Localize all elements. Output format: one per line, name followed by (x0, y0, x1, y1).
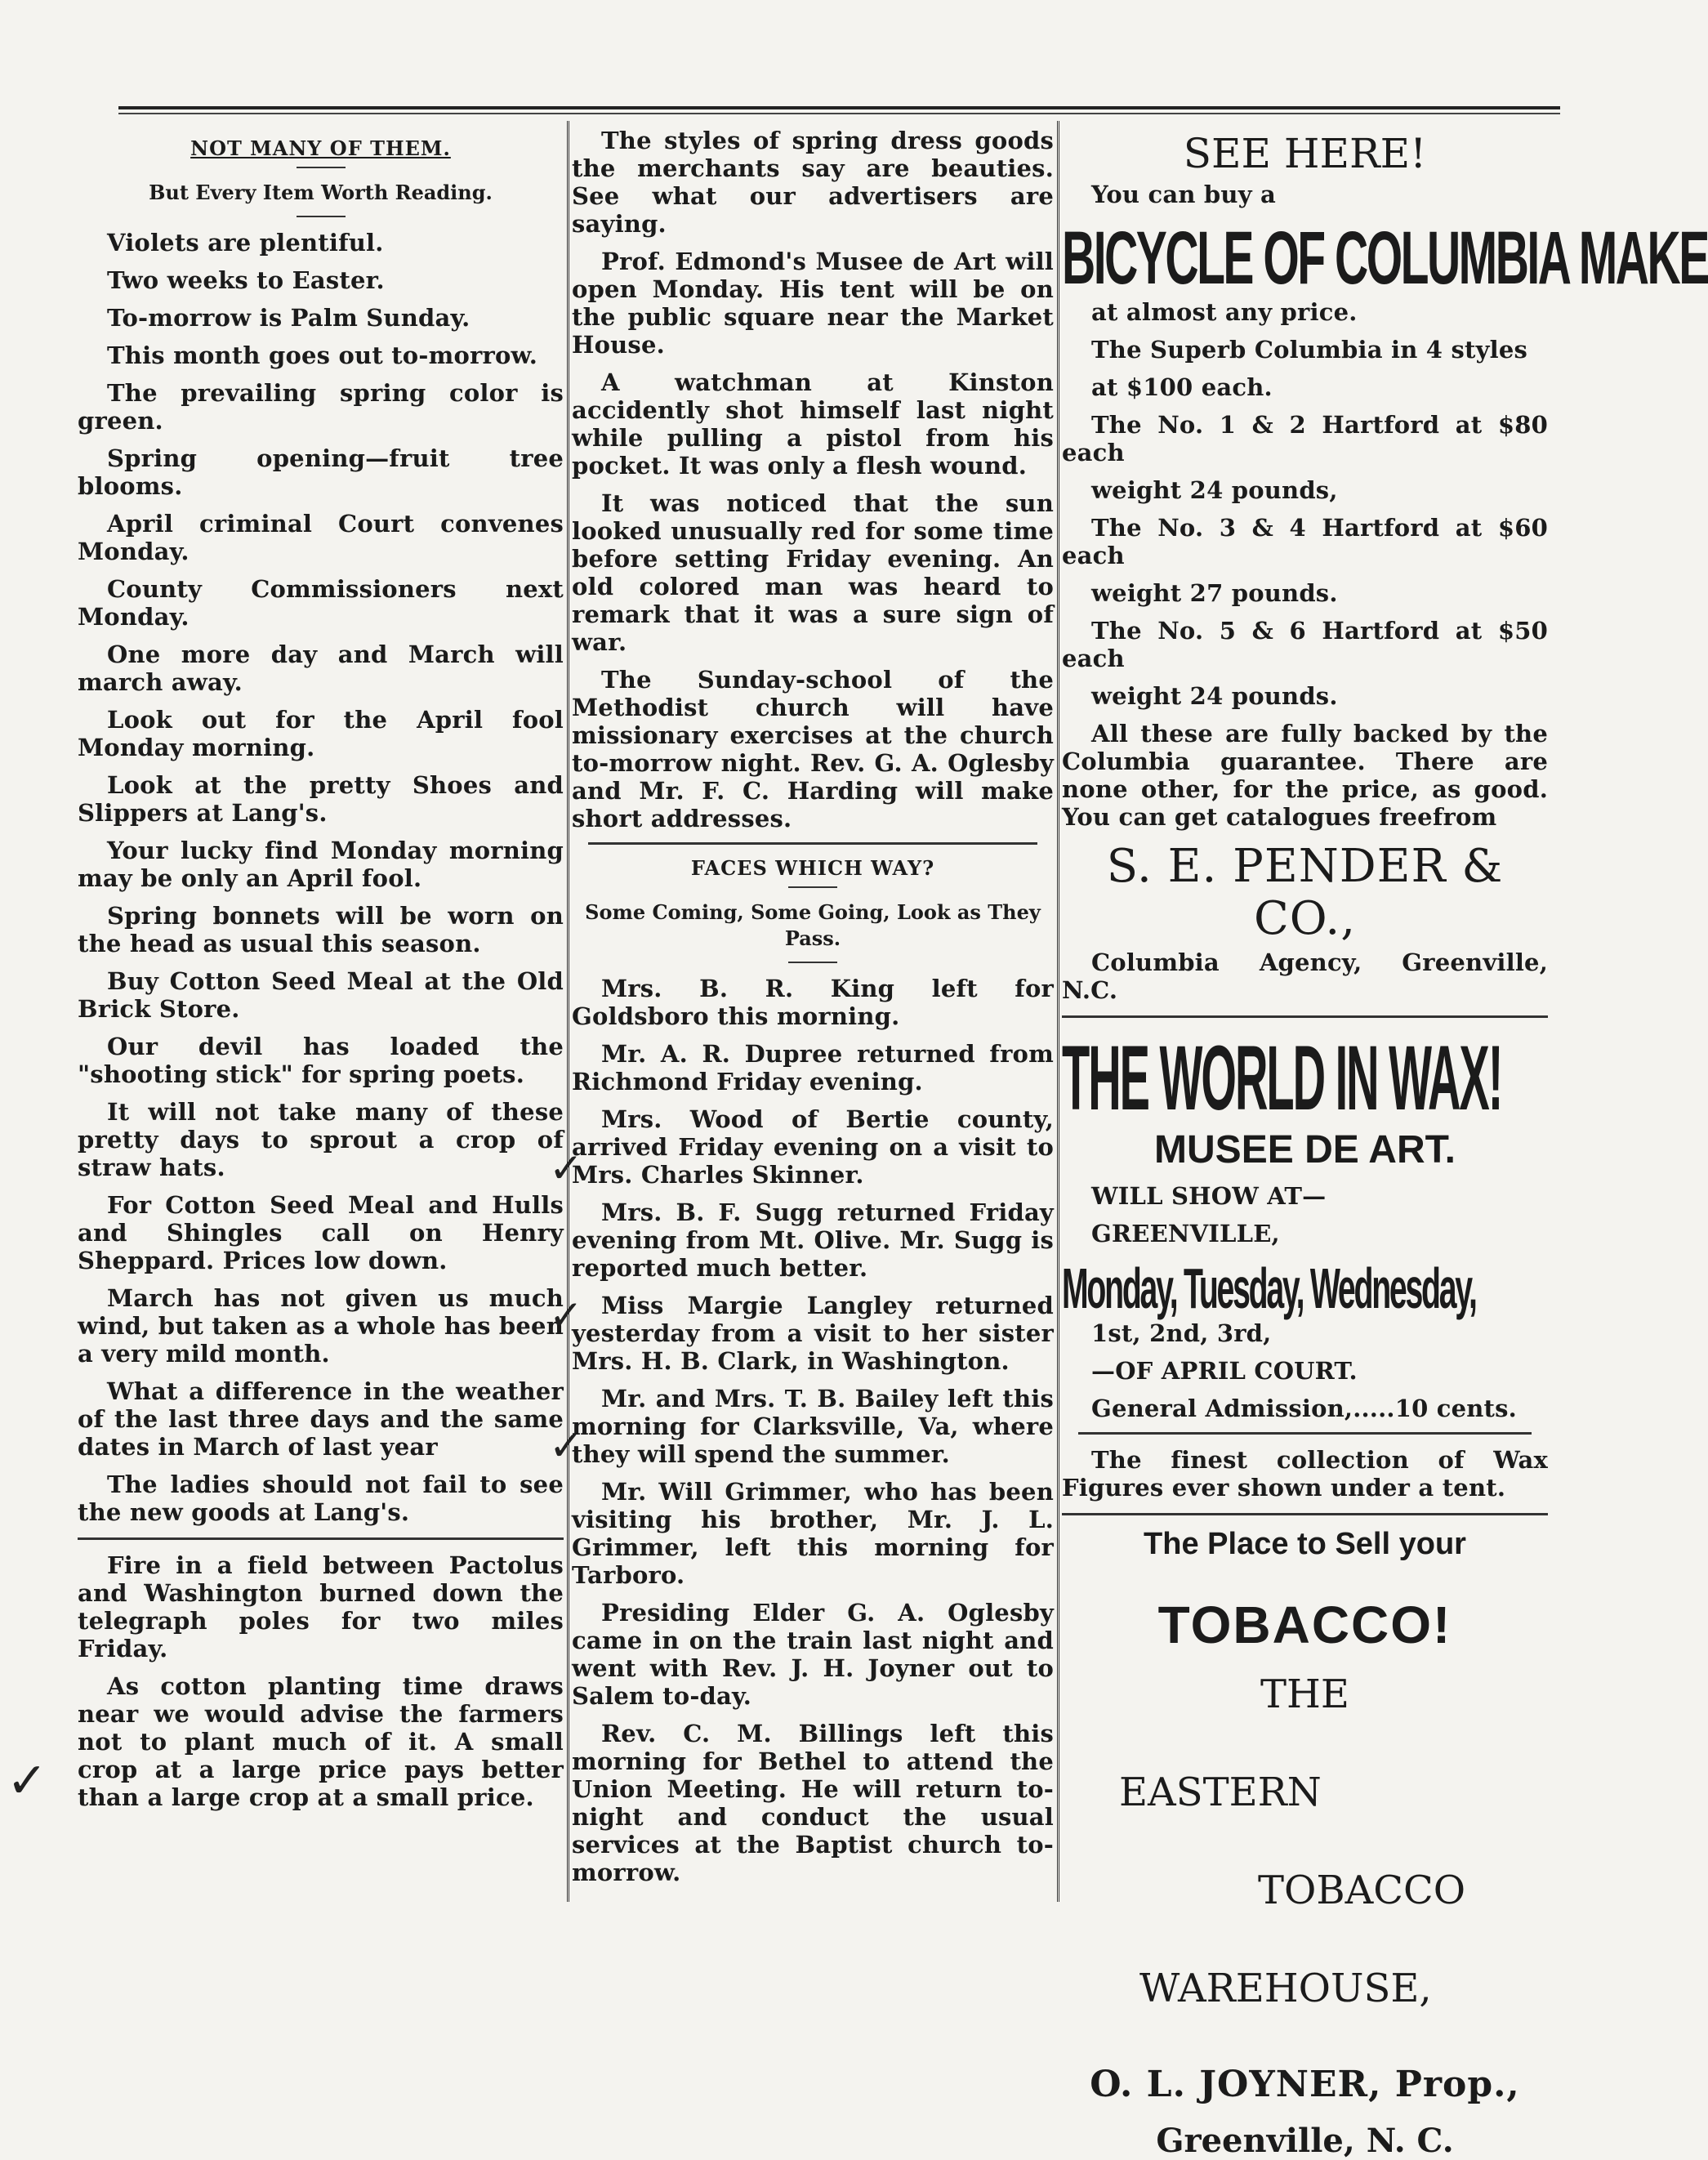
check-mark-icon: ✓ (549, 1422, 583, 1470)
news-item: A watchman at Kinston accidently shot himself last night while pulling a pistol from his pocket. It was only a flesh wound. (572, 368, 1054, 480)
ad-name-line: THE (1260, 1671, 1349, 1717)
personal-item: Rev. C. M. Billings left this morning for Bethel to attend the Union Meeting. He will return to-night and conduct the usual services at the Baptist church to-morrow. (572, 1720, 1054, 1886)
top-rule (118, 106, 1560, 114)
ad-admission: General Admission,.....10 cents. (1091, 1395, 1517, 1422)
personal-item: Mr. and Mrs. T. B. Bailey left this morning for Clarksville, Va, where they will spend the summer. (572, 1385, 1054, 1468)
price-line: The No. 3 & 4 Hartford at $60 each (1062, 514, 1548, 569)
ad-subhead: MUSEE DE ART. (1154, 1128, 1456, 1171)
news-item: Your lucky find Monday morning may be only an April fool. (78, 837, 564, 892)
divider (788, 962, 837, 963)
news-item: One more day and March will march away. (78, 640, 564, 696)
ad-body: All these are fully backed by the Columbia guarantee. There are none other, for the price, as good. You can get catalogues freefrom (1062, 720, 1548, 831)
personal-item: Presiding Elder G. A. Oglesby came in on the train last night and went with Rev. J. H. Joyner out to Salem to-day. (572, 1599, 1054, 1710)
check-mark-icon: ✓ (549, 1145, 583, 1192)
price-line: weight 27 pounds. (1091, 579, 1338, 607)
personal-item: Mrs. B. F. Sugg returned Friday evening from Mt. Olive. Mr. Sugg is reported much better. (572, 1198, 1054, 1282)
ad-headline: THE WORLD IN WAX! (1062, 1027, 1502, 1129)
ad-agency: Columbia Agency, Greenville, N.C. (1062, 948, 1548, 1004)
personals-subheading: Some Coming, Some Going, Look as They Pass. (585, 900, 1041, 950)
ad-will-show: WILL SHOW AT— (1091, 1182, 1327, 1210)
divider (78, 1537, 564, 1540)
column-heading: NOT MANY OF THEM. (190, 136, 451, 160)
ad-price-note: at almost any price. (1091, 298, 1358, 326)
local-news-column (78, 127, 564, 1889)
bicycle-advertisement (1062, 130, 1708, 1004)
ad-name-line: WAREHOUSE, (1139, 1966, 1432, 2011)
news-item: The prevailing spring color is green. (78, 379, 564, 435)
news-item: The ladies should not fail to see the new goods at Lang's. (78, 1470, 564, 1526)
check-mark-icon: ✓ (7, 1752, 48, 1810)
news-column-2 (572, 127, 1054, 1889)
ad-product: TOBACCO! (1157, 1595, 1452, 1654)
personal-item: Mrs. B. R. King left for Goldsboro this morning. (572, 975, 1054, 1030)
ad-town: GREENVILLE, (1091, 1220, 1280, 1247)
news-item: Prof. Edmond's Musee de Art will open Monday. His tent will be on the public square near the Market House. (572, 248, 1054, 359)
news-item: The styles of spring dress goods the merchants say are beauties. See what our advertisers are saying. (572, 127, 1054, 238)
price-line: weight 24 pounds. (1091, 682, 1338, 710)
divider (1062, 1513, 1548, 1515)
news-item: The Sunday-school of the Methodist church will have missionary exercises at the church to-morrow night. Rev. G. A. Oglesby and Mr. F. C. Harding will make short addresses. (572, 666, 1054, 832)
price-line: The No. 1 & 2 Hartford at $80 each (1062, 411, 1548, 466)
personal-item: Mr. Will Grimmer, who has been visiting his brother, Mr. J. L. Grimmer, left this morning for Tarboro. (572, 1478, 1054, 1589)
ad-lead: You can buy a (1091, 181, 1277, 208)
ad-proprietor: O. L. JOYNER, Prop., (1090, 2064, 1520, 2105)
price-line: at $100 each. (1091, 373, 1273, 401)
price-line: The No. 5 & 6 Hartford at $50 each (1062, 617, 1548, 672)
divider (1062, 1015, 1548, 1018)
personals-heading: FACES WHICH WAY? (690, 856, 935, 880)
tobacco-advertisement (1062, 1527, 1548, 2160)
personal-item: Mrs. Wood of Bertie county, arrived Friday evening on a visit to Mrs. Charles Skinner. (572, 1105, 1054, 1189)
ad-dates: 1st, 2nd, 3rd, (1091, 1319, 1272, 1347)
column-subheading: But Every Item Worth Reading. (149, 181, 493, 204)
price-line: The Superb Columbia in 4 styles (1091, 336, 1528, 364)
news-item: County Commissioners next Monday. (78, 575, 564, 631)
divider (588, 842, 1037, 845)
column-divider (567, 121, 569, 1902)
news-item: Fire in a field between Pactolus and Washington burned down the telegraph poles for two miles Friday. (78, 1551, 564, 1662)
news-item: Buy Cotton Seed Meal at the Old Brick Store. (78, 967, 564, 1023)
ad-headline: BICYCLE OF COLUMBIA MAKE (1062, 216, 1708, 300)
news-item: Violets are plentiful. (107, 229, 384, 257)
news-item: It was noticed that the sun looked unusually red for some time before setting Friday evening. An old colored man was heard to remark that it was a sure sign of war. (572, 489, 1054, 656)
ad-title: SEE HERE! (1183, 130, 1427, 177)
ad-location: Greenville, N. C. (1156, 2122, 1454, 2160)
divider (788, 886, 837, 888)
advertisement-column (1062, 127, 1708, 2160)
price-line: weight 24 pounds, (1091, 476, 1338, 504)
ad-note: The finest collection of Wax Figures ever shown under a tent. (1062, 1446, 1548, 1502)
ad-lead: The Place to Sell your (1144, 1527, 1466, 1561)
news-item: Look at the pretty Shoes and Slippers at Lang's. (78, 771, 564, 827)
divider (297, 216, 346, 217)
news-item: April criminal Court convenes Monday. (78, 510, 564, 565)
ad-court: —OF APRIL COURT. (1091, 1357, 1358, 1385)
ad-firm: S. E. PENDER & CO., (1106, 840, 1504, 945)
check-mark-icon: ✓ (549, 1292, 583, 1339)
column-divider (1057, 121, 1059, 1902)
news-item: Look out for the April fool Monday morning. (78, 706, 564, 761)
news-item: Our devil has loaded the "shooting stick" for spring poets. (78, 1033, 564, 1088)
ad-days: Monday, Tuesday, Wednesday, (1062, 1256, 1476, 1320)
ad-name-line: EASTERN (1119, 1770, 1322, 1815)
news-item: This month goes out to-morrow. (107, 341, 538, 369)
divider (1078, 1432, 1532, 1435)
ad-name-line: TOBACCO (1258, 1868, 1466, 1913)
news-item: It will not take many of these pretty days to sprout a crop of straw hats. (78, 1098, 564, 1181)
news-item: To-morrow is Palm Sunday. (107, 304, 470, 332)
wax-museum-advertisement (1062, 1029, 1548, 1502)
news-item: Two weeks to Easter. (107, 266, 385, 294)
news-item: March has not given us much wind, but taken as a whole has been a very mild month. (78, 1284, 564, 1368)
news-item: For Cotton Seed Meal and Hulls and Shingles call on Henry Sheppard. Prices low down. (78, 1191, 564, 1274)
news-item: What a difference in the weather of the last three days and the same dates in March of last year (78, 1377, 564, 1461)
personal-item: Mr. A. R. Dupree returned from Richmond Friday evening. (572, 1040, 1054, 1096)
news-item: Spring opening—fruit tree blooms. (78, 444, 564, 500)
divider (297, 167, 346, 168)
news-item: As cotton planting time draws near we would advise the farmers not to plant much of it. A small crop at a large price pays better than a large crop at a small price. (78, 1672, 564, 1811)
personal-item: Miss Margie Langley returned yesterday from a visit to her sister Mrs. H. B. Clark, in Washington. (572, 1292, 1054, 1375)
news-item: Spring bonnets will be worn on the head as usual this season. (78, 902, 564, 957)
